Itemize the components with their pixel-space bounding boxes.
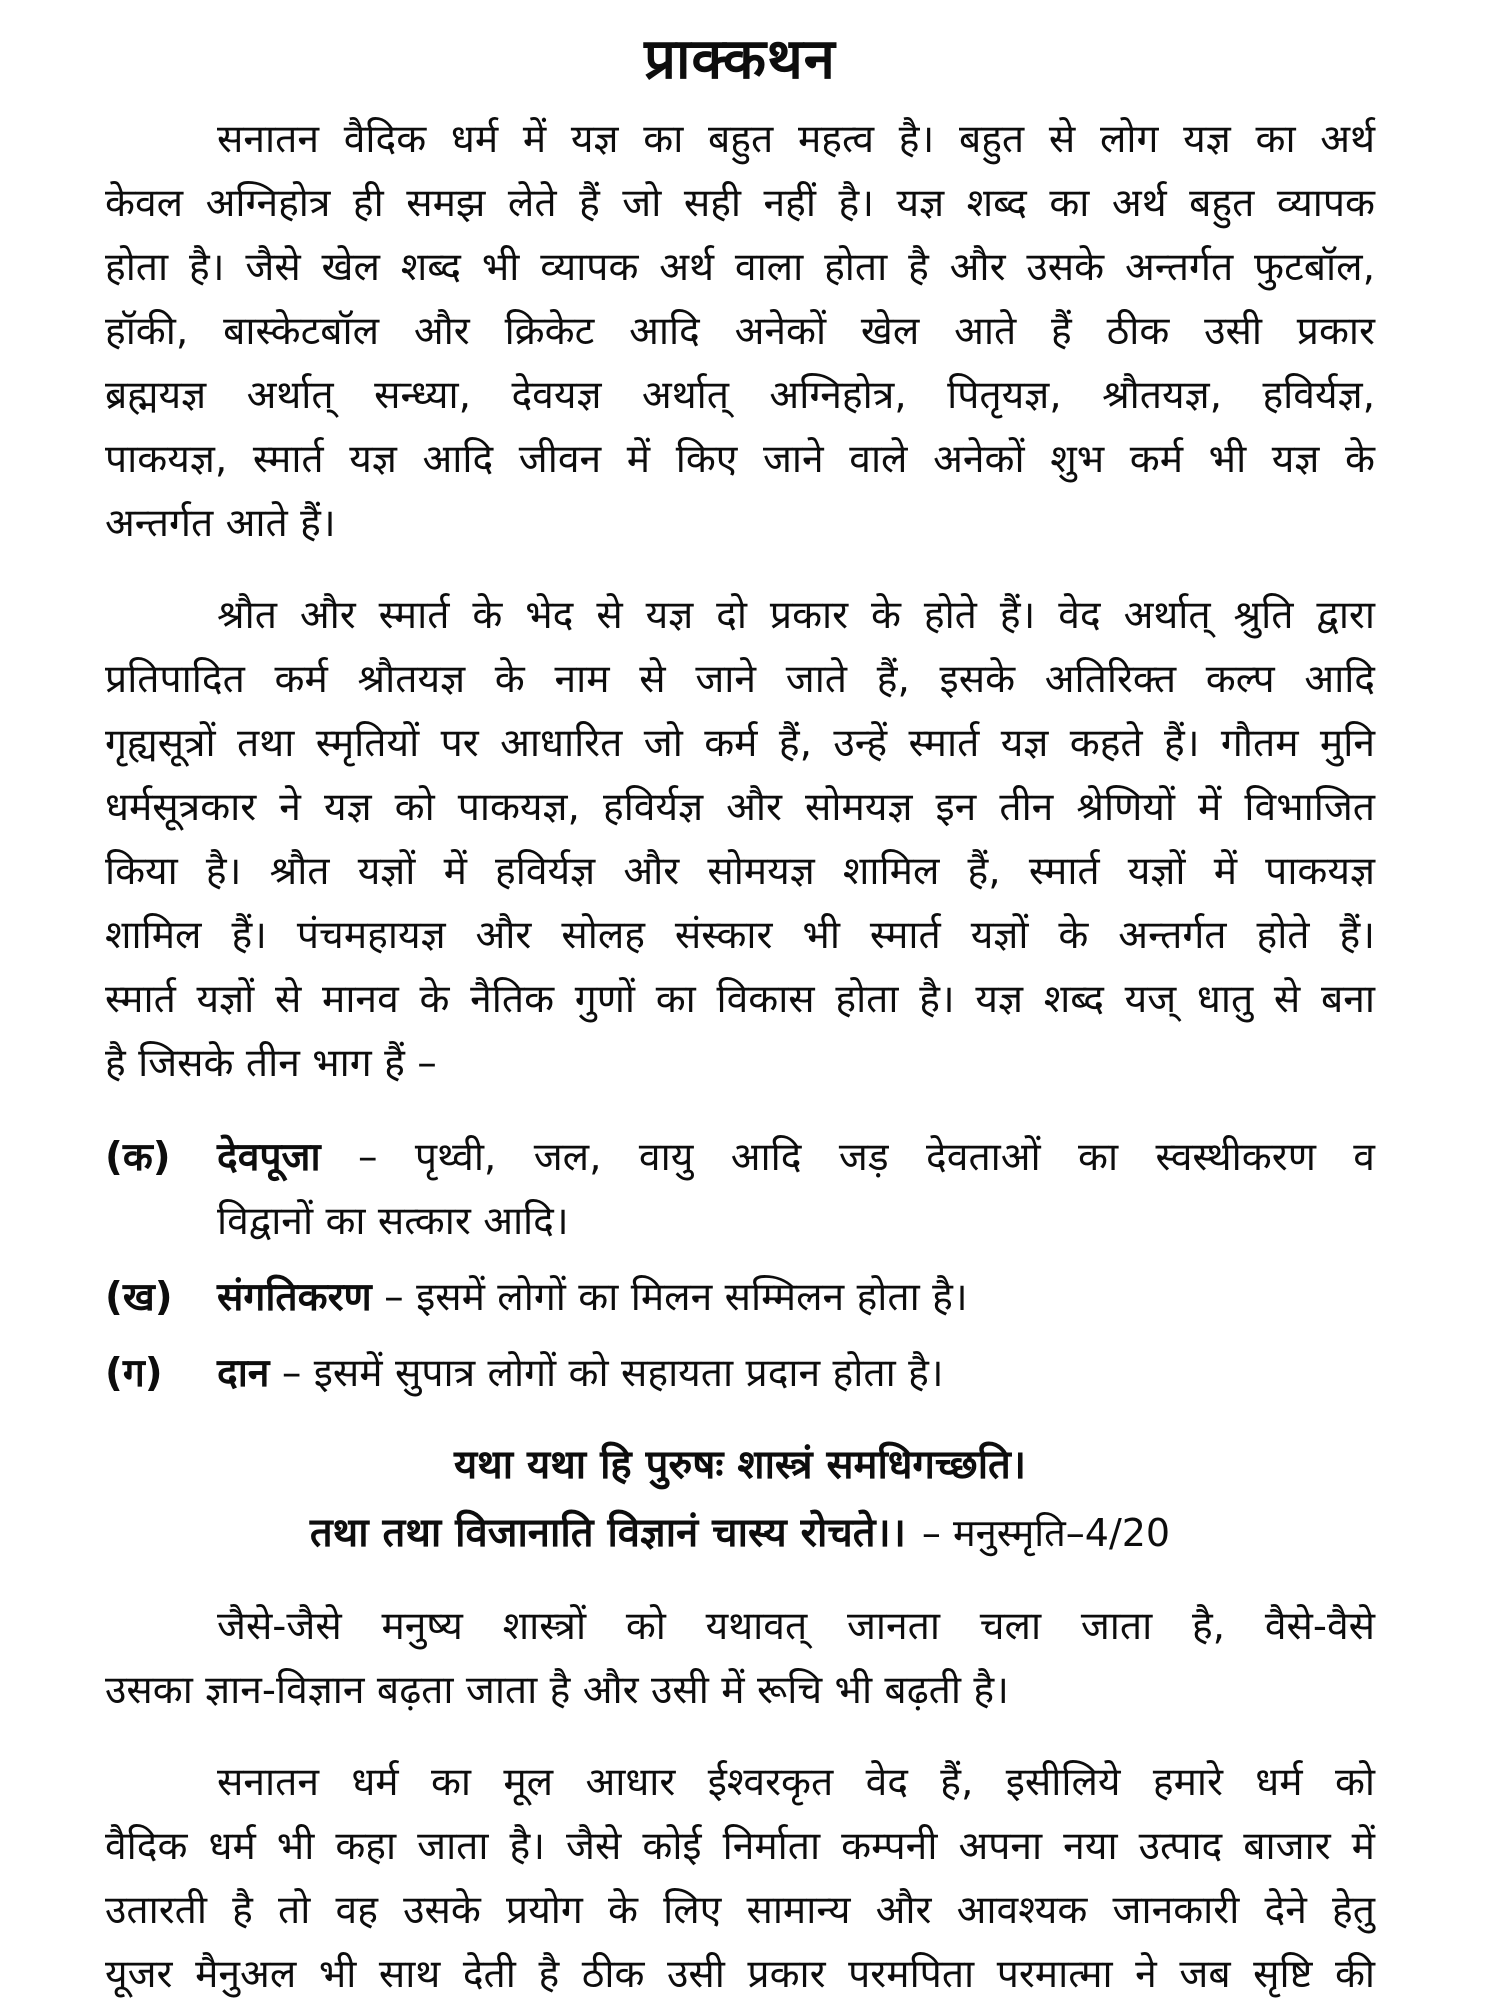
list-text: – पृथ्वी, जल, वायु आदि जड़ देवताओं का स्वस्थीकरण व <box>358 1135 1375 1180</box>
verse-text: तथा तथा विजानाति विज्ञानं चास्य रोचते।। <box>309 1510 906 1556</box>
text-line: अन्तर्गत आते हैं। <box>105 501 336 546</box>
list-term: देवपूजा <box>217 1135 321 1180</box>
text-line: सनातन धर्म का मूल आधार ईश्वरकृत वेद हैं, इसीलिये हमारे धर्म को <box>217 1760 1375 1805</box>
list-item-ka <box>105 1126 1375 1254</box>
text-line: केवल अग्निहोत्र ही समझ लेते हैं जो सही नहीं है। यज्ञ शब्द का अर्थ बहुत व्यापक <box>105 181 1375 226</box>
page-title: प्राक्कथन <box>644 27 836 92</box>
list-item-ga <box>105 1342 1375 1406</box>
paragraph-3 <box>105 1595 1375 1723</box>
verse-line: यथा यथा हि पुरुषः शास्त्रं समधिगच्छति। <box>453 1442 1027 1488</box>
text-line: पाकयज्ञ, स्मार्त यज्ञ आदि जीवन में किए जाने वाले अनेकों शुभ कर्म भी यज्ञ के <box>105 437 1375 482</box>
text-line: यूजर मैनुअल भी साथ देती है ठीक उसी प्रकार परमपिता परमात्मा ने जब सृष्टि की <box>105 1952 1375 1997</box>
text-line: विद्वानों का सत्कार आदि। <box>217 1199 569 1244</box>
list-marker: (ग) <box>105 1351 163 1396</box>
text-line <box>217 1342 1375 1406</box>
text-line: हॉकी, बास्केटबॉल और क्रिकेट आदि अनेकों खेल आते हैं ठीक उसी प्रकार <box>105 309 1375 354</box>
text-line: शामिल हैं। पंचमहायज्ञ और सोलह संस्कार भी स्मार्त यज्ञों के अन्तर्गत होते हैं। <box>105 913 1375 958</box>
text-line: वैदिक धर्म भी कहा जाता है। जैसे कोई निर्माता कम्पनी अपना नया उत्पाद बाजार में <box>105 1824 1375 1869</box>
text-line: होता है। जैसे खेल शब्द भी व्यापक अर्थ वाला होता है और उसके अन्तर्गत फुटबॉल, <box>105 245 1375 290</box>
sanskrit-verse <box>105 1431 1375 1567</box>
paragraph-2 <box>105 584 1375 1096</box>
list-term: संगतिकरण <box>217 1275 372 1320</box>
text-line <box>217 1126 1375 1190</box>
text-line <box>217 1266 1375 1330</box>
text-line: उसका ज्ञान-विज्ञान बढ़ता जाता है और उसी में रूचि भी बढ़ती है। <box>105 1668 1009 1713</box>
text-line: किया है। श्रौत यज्ञों में हविर्यज्ञ और सोमयज्ञ शामिल हैं, स्मार्त यज्ञों में पाकयज्ञ <box>105 849 1375 894</box>
text-line: श्रौत और स्मार्त के भेद से यज्ञ दो प्रकार के होते हैं। वेद अर्थात् श्रुति द्वारा <box>217 593 1375 638</box>
paragraph-1 <box>105 108 1375 556</box>
paragraph-4 <box>105 1751 1375 2007</box>
text-line: स्मार्त यज्ञों से मानव के नैतिक गुणों का विकास होता है। यज्ञ शब्द यज् धातु से बना <box>105 977 1375 1022</box>
list-text: – इसमें लोगों का मिलन सम्मिलन होता है। <box>384 1275 968 1320</box>
text-line: है जिसके तीन भाग हैं – <box>105 1041 437 1086</box>
text-line: धर्मसूत्रकार ने यज्ञ को पाकयज्ञ, हविर्यज्ञ और सोमयज्ञ इन तीन श्रेणियों में विभाजित <box>105 785 1375 830</box>
list-text: – इसमें सुपात्र लोगों को सहायता प्रदान होता है। <box>281 1351 944 1396</box>
verse-line <box>105 1499 1375 1567</box>
definition-list <box>105 1126 1375 1406</box>
list-term: दान <box>217 1351 270 1396</box>
list-marker: (ख) <box>105 1275 173 1320</box>
text-line: प्रतिपादित कर्म श्रौतयज्ञ के नाम से जाने जाते हैं, इसके अतिरिक्त कल्प आदि <box>105 657 1375 702</box>
list-marker: (क) <box>105 1135 171 1180</box>
list-item-kha <box>105 1266 1375 1330</box>
verse-citation: – मनुस्मृति–4/20 <box>921 1511 1171 1555</box>
text-line: सनातन वैदिक धर्म में यज्ञ का बहुत महत्व है। बहुत से लोग यज्ञ का अर्थ <box>217 117 1375 162</box>
text-line: उतारती है तो वह उसके प्रयोग के लिए सामान्य और आवश्यक जानकारी देने हेतु <box>105 1888 1375 1933</box>
text-line: ब्रह्मयज्ञ अर्थात् सन्ध्या, देवयज्ञ अर्थात् अग्निहोत्र, पितृयज्ञ, श्रौतयज्ञ, हविर्यज्ञ, <box>105 373 1375 418</box>
text-line: जैसे-जैसे मनुष्य शास्त्रों को यथावत् जानता चला जाता है, वैसे-वैसे <box>217 1604 1375 1649</box>
text-line: गृह्यसूत्रों तथा स्मृतियों पर आधारित जो कर्म हैं, उन्हें स्मार्त यज्ञ कहते हैं। गौतम मुनि <box>105 721 1375 766</box>
